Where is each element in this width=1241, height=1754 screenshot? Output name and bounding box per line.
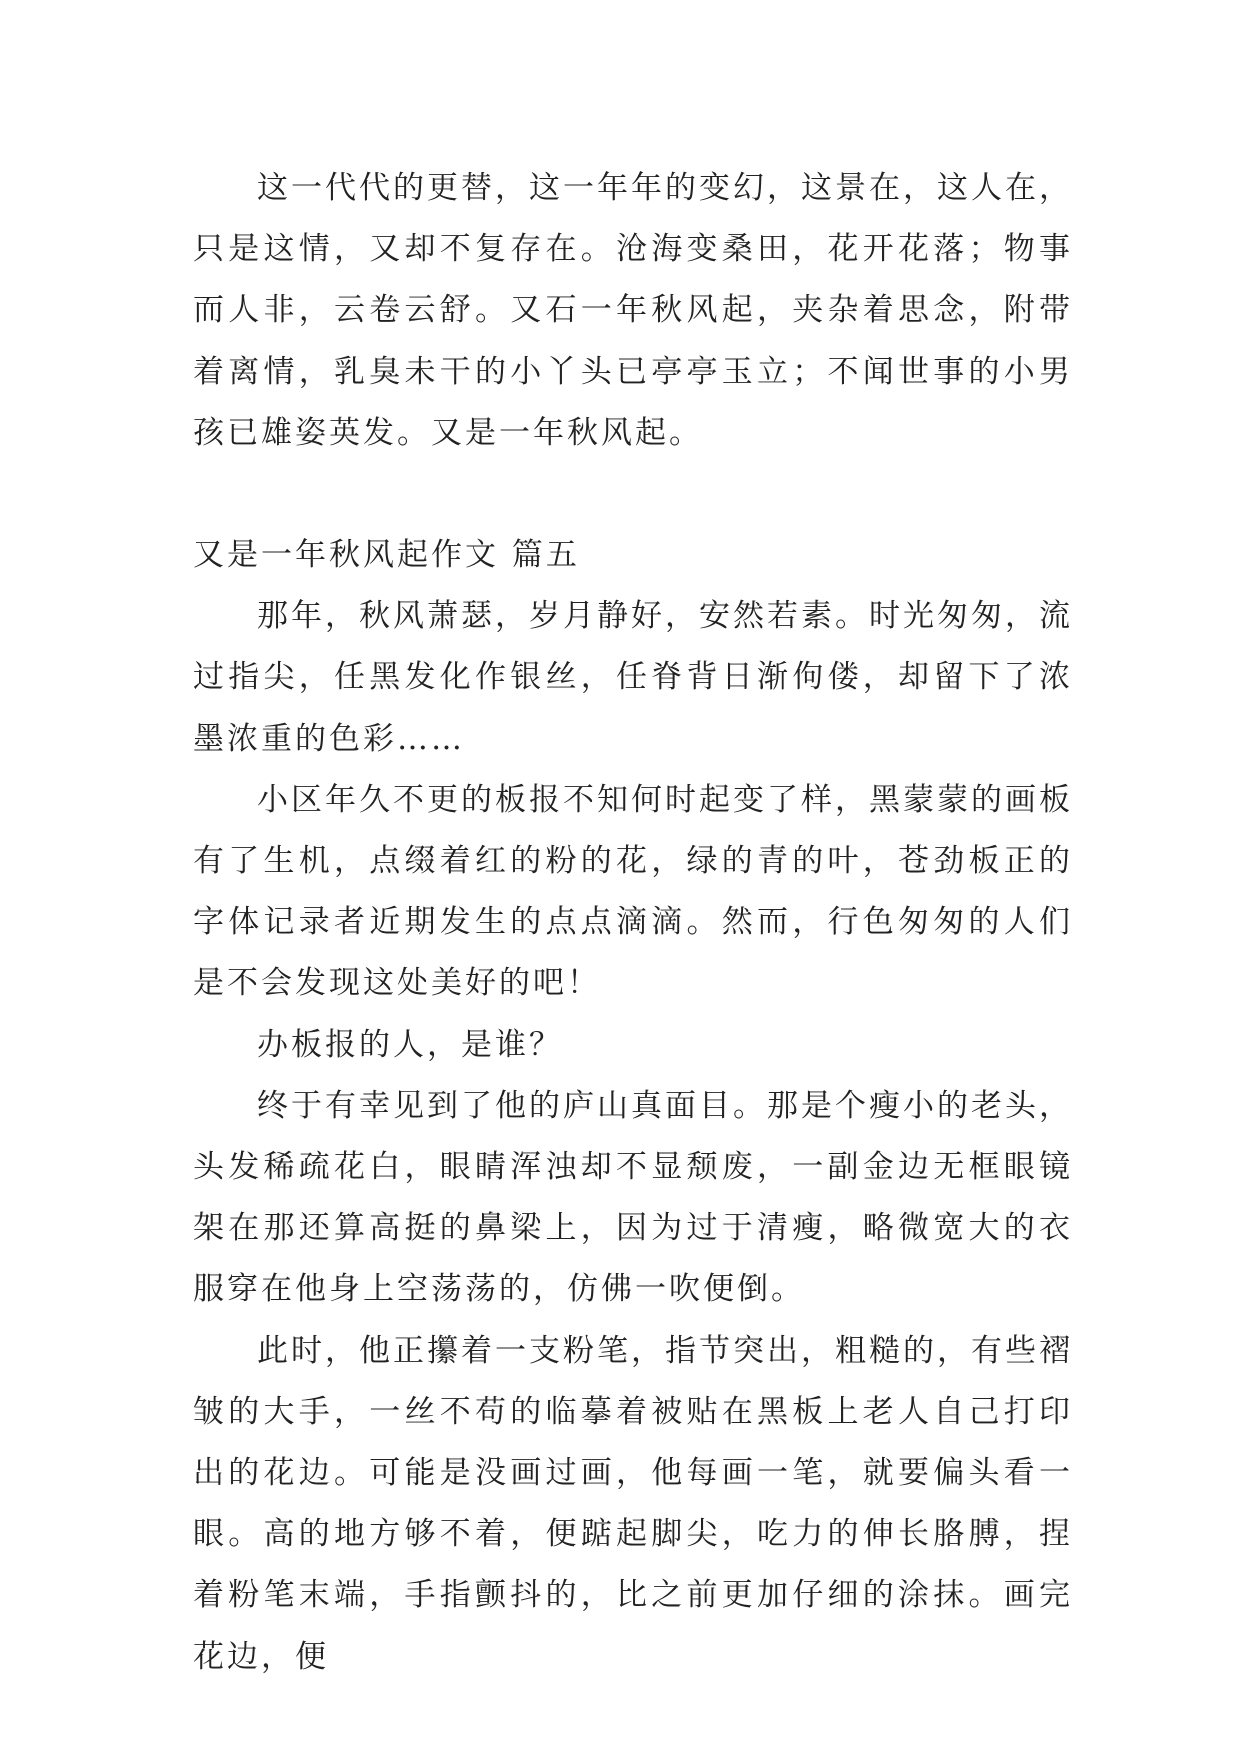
paragraph-1: 那年，秋风萧瑟，岁月静好，安然若素。时光匆匆，流过指尖，任黑发化作银丝，任脊背日渐佝偻，却留下了浓墨浓重的色彩…… xyxy=(193,598,1073,757)
paragraph-gap xyxy=(193,464,1073,525)
paragraph-intro: 这一代代的更替，这一年年的变幻，这景在，这人在，只是这情，又却不复存在。沧海变桑田，花开花落；物事而人非，云卷云舒。又石一年秋风起，夹杂着思念，附带着离情，乳臭未干的小丫头已亭亭玉立；不闻世事的小男孩已雄姿英发。又是一年秋风起。 xyxy=(193,170,1073,451)
section-heading: 又是一年秋风起作文 篇五 xyxy=(193,537,580,574)
paragraph-3: 办板报的人，是谁？ xyxy=(257,1026,563,1063)
paragraph-4: 终于有幸见到了他的庐山真面目。那是个瘦小的老头，头发稀疏花白，眼睛浑浊却不显颓废，一副金边无框眼镜架在那还算高挺的鼻梁上，因为过于清瘦，略微宽大的衣服穿在他身上空荡荡的，仿佛一吹便倒。 xyxy=(193,1087,1073,1308)
paragraph-2: 小区年久不更的板报不知何时起变了样，黑蒙蒙的画板有了生机，点缀着红的粉的花，绿的青的叶，苍劲板正的字体记录者近期发生的点点滴滴。然而，行色匆匆的人们是不会发现这处美好的吧！ xyxy=(193,781,1073,1002)
document-body xyxy=(193,158,1073,1688)
paragraph-5: 此时，他正攥着一支粉笔，指节突出，粗糙的，有些褶皱的大手，一丝不苟的临摹着被贴在黑板上老人自己打印出的花边。可能是没画过画，他每画一笔，就要偏头看一眼。高的地方够不着，便踮起脚尖，吃力的伸长胳膊，捏着粉笔末端，手指颤抖的，比之前更加仔细的涂抹。画完花边，便 xyxy=(193,1332,1073,1675)
